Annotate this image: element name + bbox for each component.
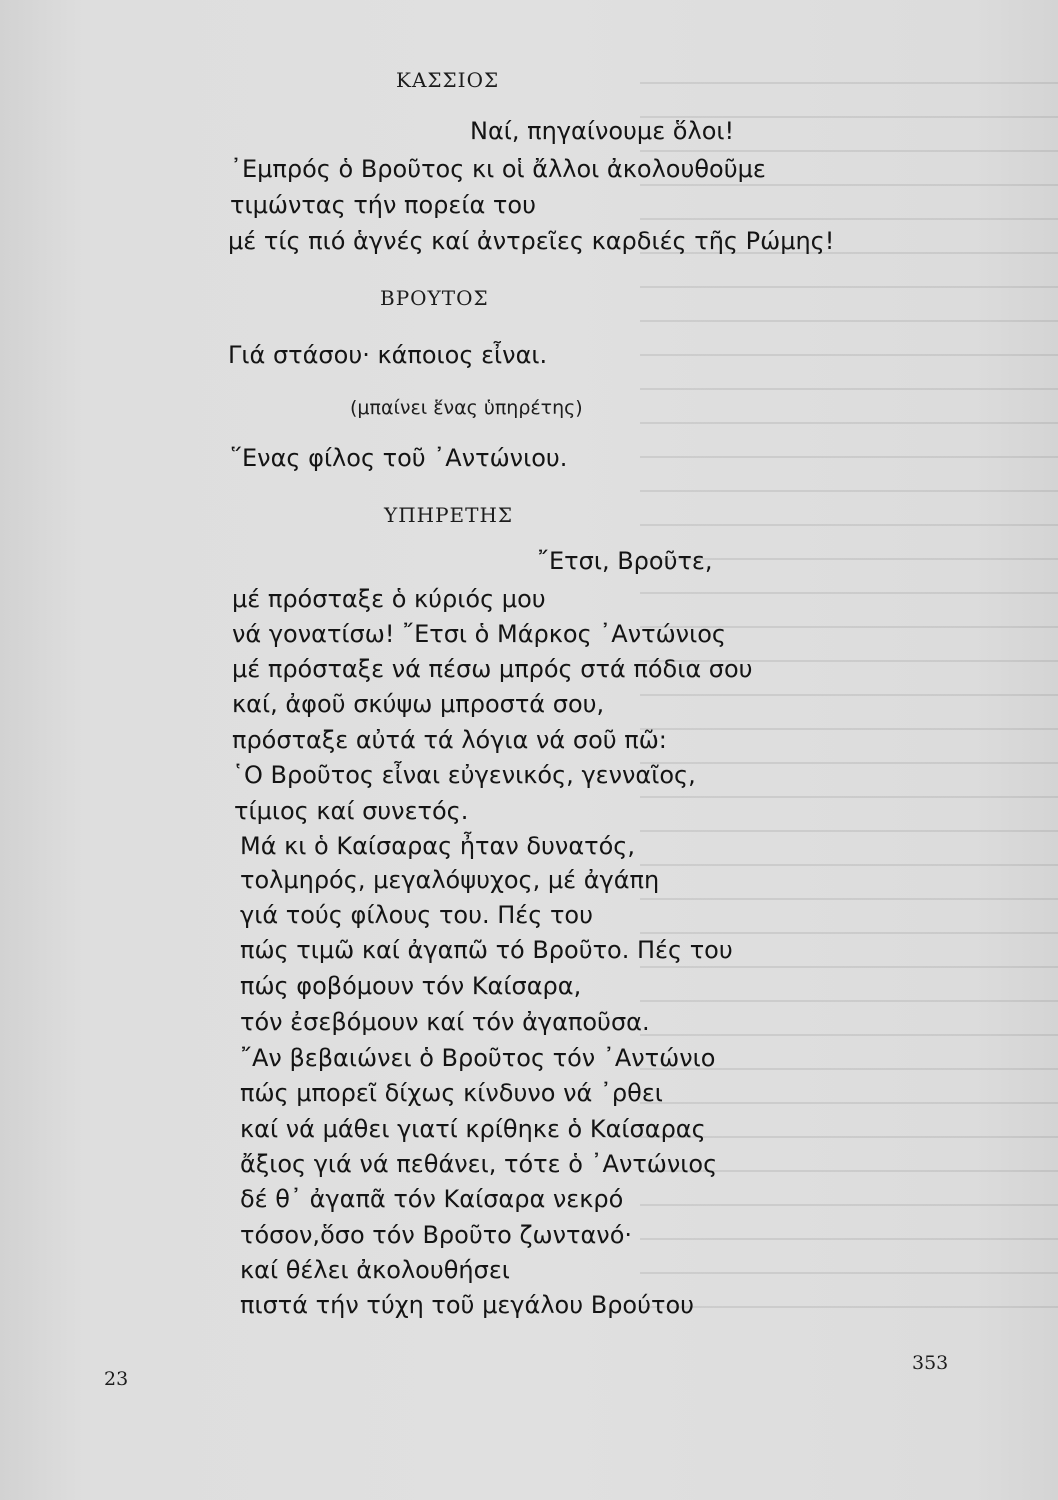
verse-line: πώς μπορεῖ δίχως κίνδυνο νά ᾿ρθει — [240, 1079, 663, 1107]
verse-line: Ναί, πηγαίνουμε ὅλοι! — [470, 117, 735, 145]
verse-line: ἄξιος γιά νά πεθάνει, τότε ὁ ᾿Αντώνιος — [240, 1150, 718, 1178]
verse-line: μέ πρόσταξε ὁ κύριός μου — [232, 585, 546, 613]
verse-line: τολμηρός, μεγαλόψυχος, μέ ἀγάπη — [240, 866, 660, 894]
verse-line: ῾Ο Βροῦτος εἶναι εὐγενικός, γενναῖος, — [232, 761, 696, 789]
verse-line: πιστά τήν τύχη τοῦ μεγάλου Βρούτου — [240, 1291, 695, 1319]
verse-line: πρόσταξε αὐτά τά λόγια νά σοῦ πῶ: — [232, 726, 667, 754]
verse-line: τιμώντας τήν πορεία του — [230, 191, 536, 219]
verse-line: ῎Αν βεβαιώνει ὁ Βροῦτος τόν ᾿Αντώνιο — [240, 1044, 716, 1072]
verse-line: ᾿Εμπρός ὁ Βροῦτος κι οἱ ἄλλοι ἀκολουθοῦμε — [230, 155, 766, 183]
signature-mark: 23 — [104, 1368, 129, 1390]
verse-line: καί θέλει ἀκολουθήσει — [240, 1256, 510, 1284]
verse-line: μέ τίς πιό ἁγνές καί ἀντρεῖες καρδιές τῆς Ρώμης! — [228, 227, 835, 255]
verse-line: καί, ἀφοῦ σκύψω μπροστά σου, — [232, 690, 605, 718]
verse-line: νά γονατίσω! ῎Ετσι ὁ Μάρκος ᾿Αντώνιος — [232, 620, 726, 648]
verse-line: καί νά μάθει γιατί κρίθηκε ὁ Καίσαρας — [240, 1115, 706, 1143]
speaker-ypiretis: ΥΠΗΡΕΤΗΣ — [384, 503, 514, 527]
verse-line: τόν ἐσεβόμουν καί τόν ἀγαποῦσα. — [240, 1008, 650, 1036]
verse-line: ῞Ενας φίλος τοῦ ᾿Αντώνιου. — [230, 444, 568, 472]
stage-direction: (μπαίνει ἕνας ὑπηρέτης) — [350, 397, 583, 419]
verse-line: μέ πρόσταξε νά πέσω μπρός στά πόδια σου — [232, 655, 753, 683]
speaker-vroutos: ΒΡΟΥΤΟΣ — [380, 286, 489, 310]
verse-line: τίμιος καί συνετός. — [234, 797, 469, 825]
speaker-kassios: ΚΑΣΣΙΟΣ — [396, 68, 500, 92]
verse-line: πώς τιμῶ καί ἀγαπῶ τό Βροῦτο. Πές του — [240, 936, 733, 964]
page-number: 353 — [912, 1352, 949, 1374]
verse-line: γιά τούς φίλους του. Πές του — [240, 901, 593, 929]
verse-line: Γιά στάσου· κάποιος εἶναι. — [228, 341, 548, 369]
verse-line: δέ θ᾿ ἀγαπᾶ τόν Καίσαρα νεκρό — [240, 1185, 624, 1213]
verse-line: Μά κι ὁ Καίσαρας ἦταν δυνατός, — [240, 832, 636, 860]
verse-line: πώς φοβόμουν τόν Καίσαρα, — [240, 972, 582, 1000]
verse-line: τόσον,ὅσο τόν Βροῦτο ζωντανό· — [240, 1221, 633, 1249]
verse-line: ῎Ετσι, Βροῦτε, — [537, 547, 713, 575]
